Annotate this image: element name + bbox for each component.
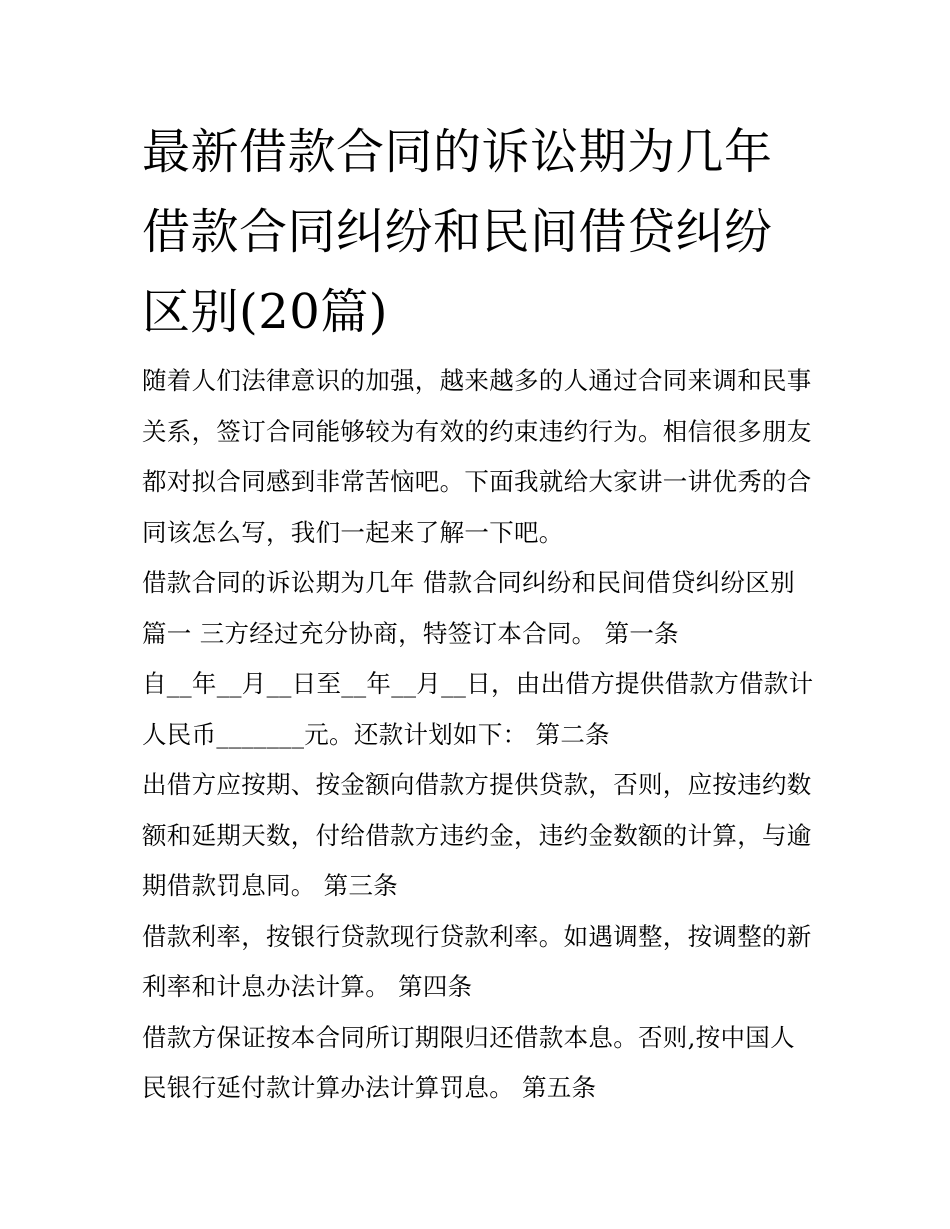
heading-paragraph: 借款合同的诉讼期为几年 借款合同纠纷和民间借贷纠纷区别篇一 三方经过充分协商，特签订本合同。 第一条 [142, 568, 795, 648]
intro-paragraph: 随着人们法律意识的加强，越来越多的人通过合同来调和民事关系，签订合同能够较为有效的约束违约行为。相信很多朋友都对拟合同感到非常苦恼吧。下面我就给大家讲一讲优秀的合同该怎么写，我们一起来了解一下吧。 [142, 366, 812, 547]
clause-4-paragraph: 借款方保证按本合同所订期限归还借款本息。否则,按中国人民银行延付款计算办法计算罚息。 第五条 [142, 1022, 795, 1102]
document-page [142, 112, 817, 1114]
clause-1-paragraph: 自__年__月__日至__年__月__日，由出借方提供借款方借款计人民币_______元。还款计划如下： 第二条 [142, 669, 814, 749]
document-body [142, 356, 817, 1114]
document-title: 最新借款合同的诉讼期为几年借款合同纠纷和民间借贷纠纷区别(20篇) [142, 124, 773, 340]
clause-3-paragraph: 借款利率，按银行贷款现行贷款利率。如遇调整，按调整的新利率和计息办法计算。 第四条 [142, 921, 812, 1001]
clause-2-paragraph: 出借方应按期、按金额向借款方提供贷款，否则，应按违约数额和延期天数，付给借款方违约金，违约金数额的计算，与逾期借款罚息同。 第三条 [142, 770, 812, 900]
